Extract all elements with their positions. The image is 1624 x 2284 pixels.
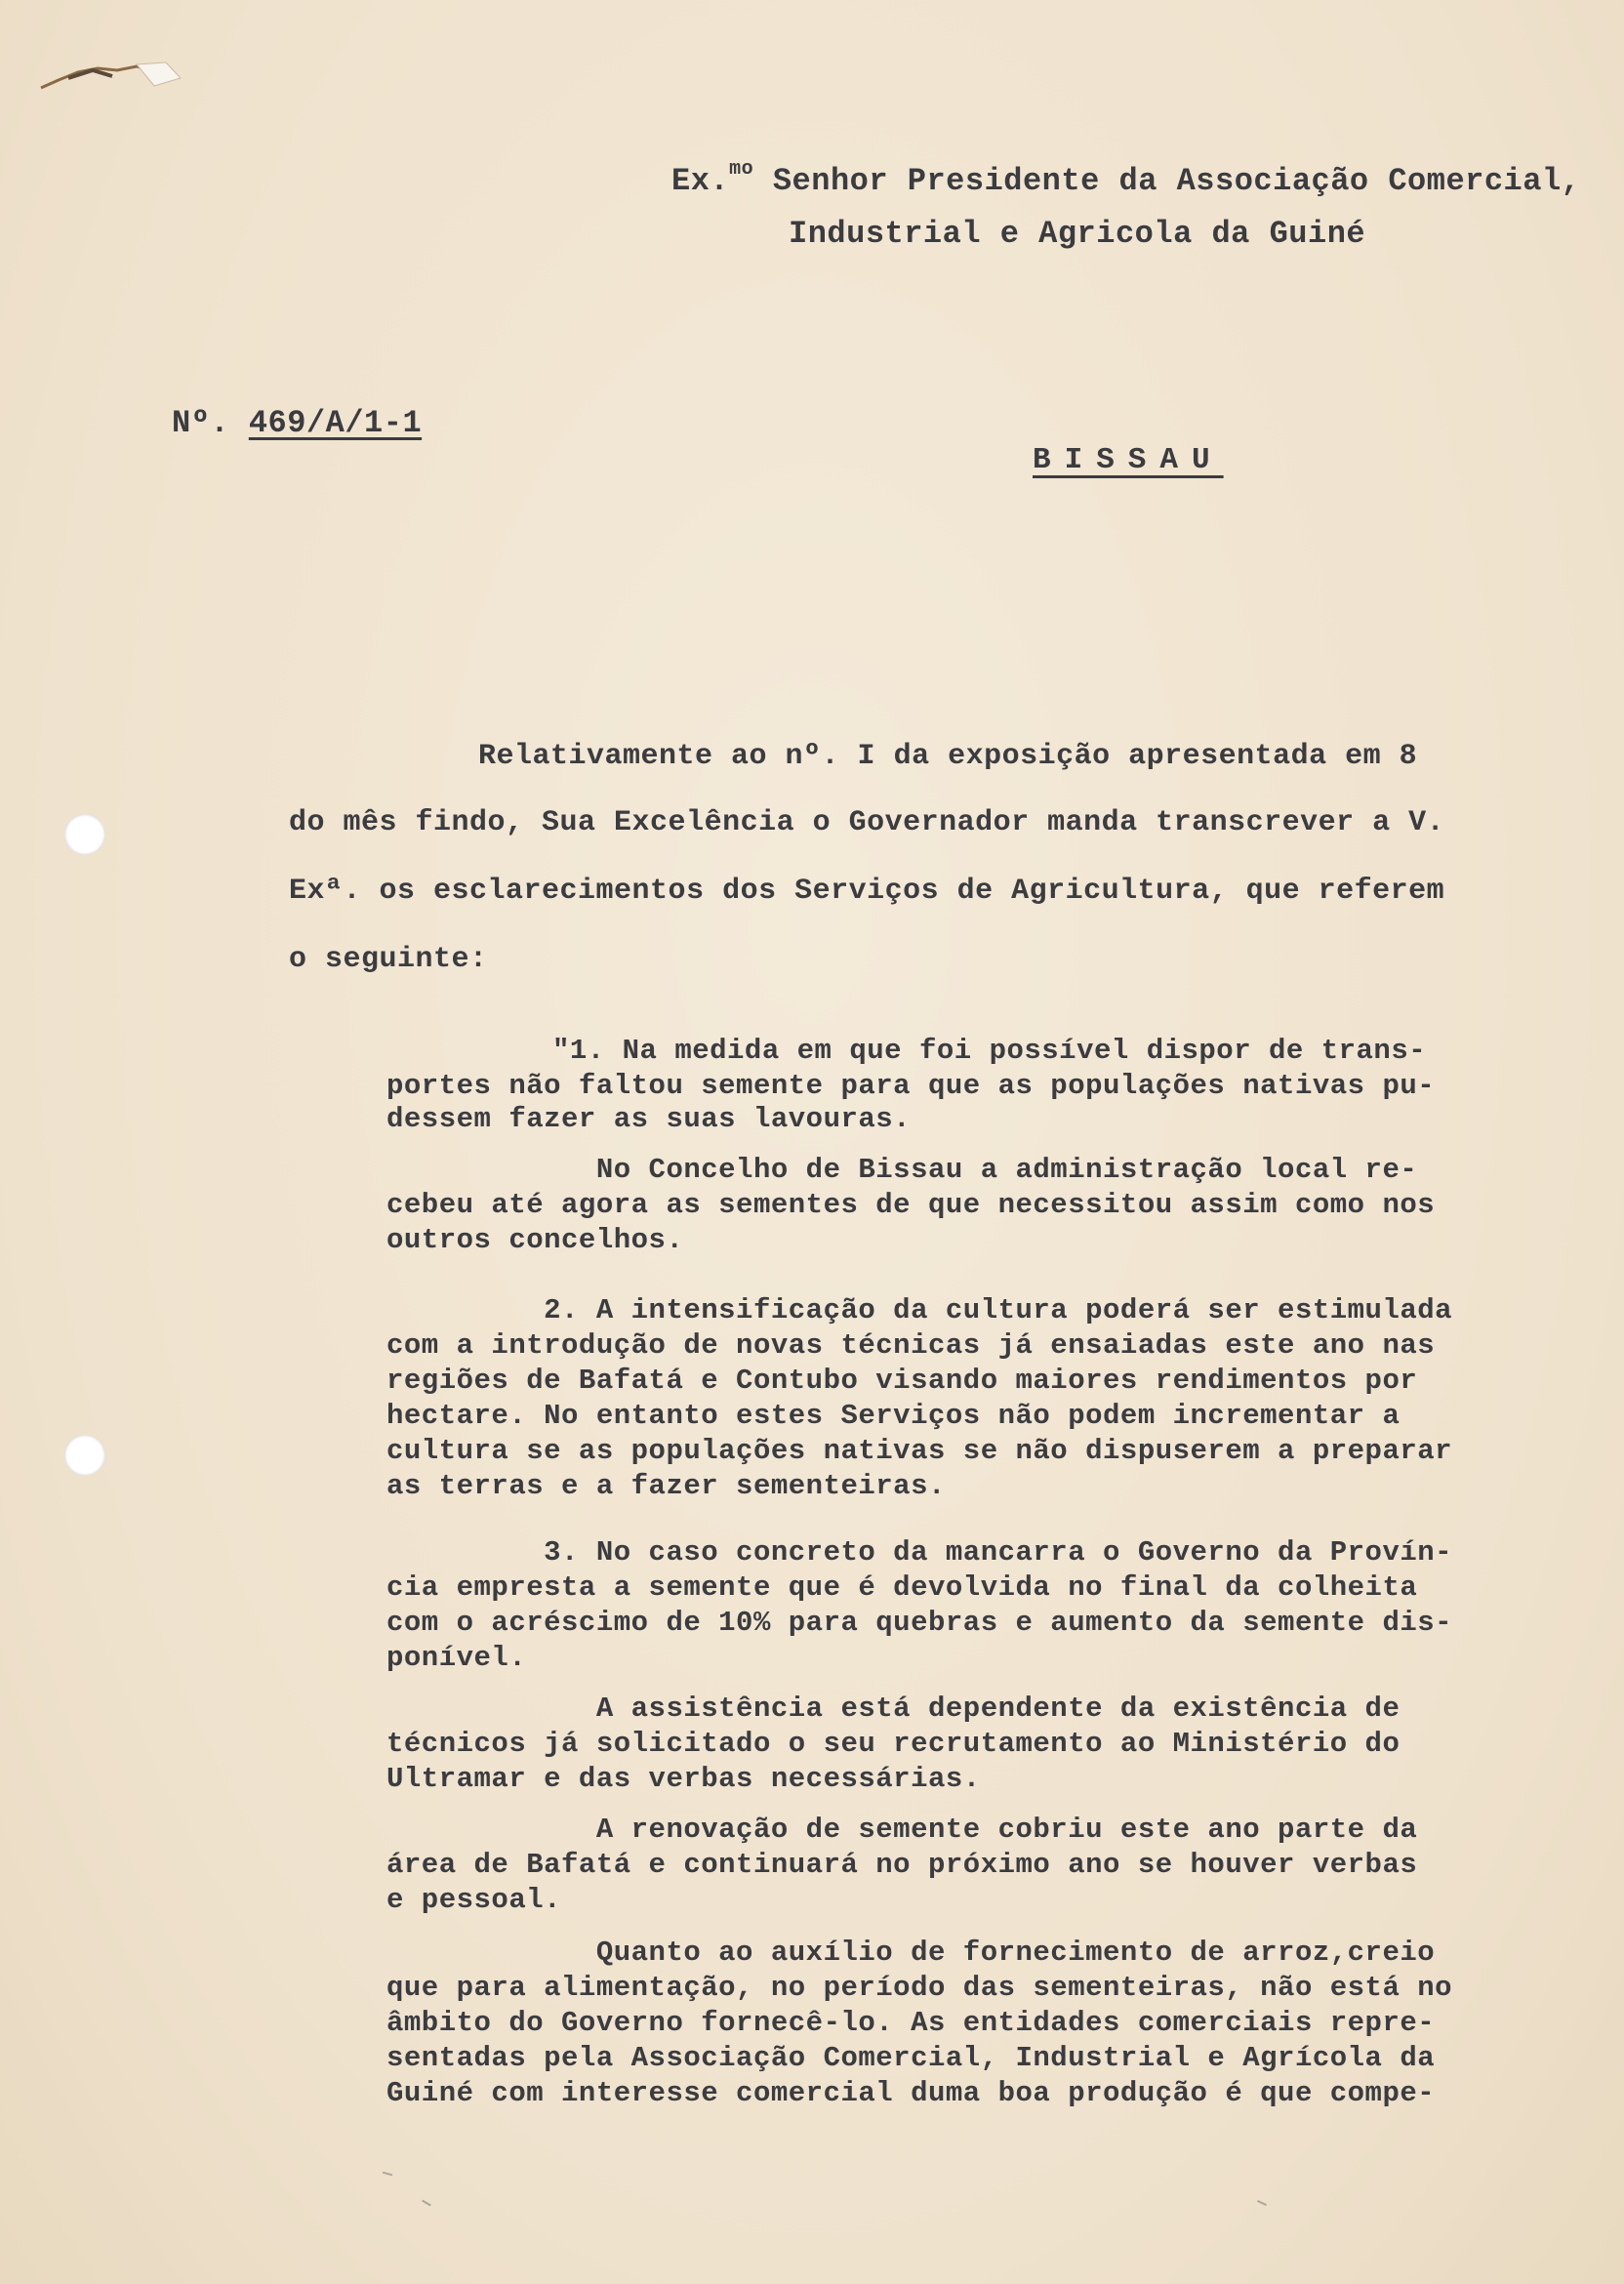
quote-line: que para alimentação, no período das sementeiras, não está no <box>386 1972 1453 2004</box>
addressee-line-1: Ex.$^{mo}$ Senhor Presidente da Associação Comercial, <box>671 158 1581 199</box>
quote-line: A assistência está dependente da existência de <box>386 1693 1401 1725</box>
intro-line: o seguinte: <box>289 943 488 976</box>
punch-hole-bottom <box>64 1435 105 1476</box>
torn-corner-mark <box>39 51 185 100</box>
quote-line: dessem fazer as suas lavouras. <box>386 1103 912 1135</box>
reference-number: Nº. 469/A/1-1 <box>172 405 423 441</box>
quote-line: cebeu até agora as sementes de que necessitou assim como nos <box>386 1189 1436 1221</box>
quote-line: Guiné com interesse comercial duma boa produção é que compe- <box>386 2077 1436 2109</box>
quote-line: cultura se as populações nativas se não dispuserem a preparar <box>386 1435 1453 1467</box>
quote-line: Quanto ao auxílio de fornecimento de arroz,creio <box>386 1937 1436 1969</box>
quote-line: regiões de Bafatá e Contubo visando maiores rendimentos por <box>386 1365 1418 1397</box>
intro-line: do mês findo, Sua Excelência o Governador manda transcrever a V. <box>289 806 1445 839</box>
paper-speck <box>422 2200 431 2207</box>
quote-line: sentadas pela Associação Comercial, Industrial e Agrícola da <box>386 2042 1436 2074</box>
quote-line: técnicos já solicitado o seu recrutamento ao Ministério do <box>386 1728 1401 1760</box>
addressee-line-2: Industrial e Agricola da Guiné <box>789 216 1366 252</box>
quote-line: 2. A intensificação da cultura poderá ser estimulada <box>386 1294 1453 1326</box>
quote-line: outros concelhos. <box>386 1224 684 1256</box>
quote-line: 3. No caso concreto da mancarra o Governo da Provín- <box>386 1536 1453 1569</box>
city-heading: BISSAU <box>1033 443 1224 477</box>
quote-line: com a introdução de novas técnicas já ensaiadas este ano nas <box>386 1329 1436 1362</box>
quote-line: hectare. No entanto estes Serviços não podem incrementar a <box>386 1400 1401 1432</box>
intro-line: Exª. os esclarecimentos dos Serviços de Agricultura, que referem <box>289 875 1445 908</box>
intro-line: Relativamente ao nº. I da exposição apresentada em 8 <box>478 740 1418 773</box>
quote-line: com o acréscimo de 10% para quebras e aumento da semente dis- <box>386 1607 1453 1639</box>
quote-line: Ultramar e das verbas necessárias. <box>386 1763 981 1795</box>
quote-line: A renovação de semente cobriu este ano parte da <box>386 1814 1418 1846</box>
quote-line: e pessoal. <box>386 1884 562 1916</box>
quote-line: ponível. <box>386 1642 527 1674</box>
quote-line: cia empresta a semente que é devolvida no final da colheita <box>386 1571 1418 1604</box>
punch-hole-top <box>64 814 105 855</box>
quote-line: âmbito do Governo fornecê-lo. As entidades comerciais repre- <box>386 2007 1436 2039</box>
quote-line: portes não faltou semente para que as populações nativas pu- <box>386 1070 1436 1102</box>
paper-speck <box>383 2172 392 2177</box>
quote-line: área de Bafatá e continuará no próximo ano se houver verbas <box>386 1849 1418 1881</box>
quote-line: as terras e a fazer sementeiras. <box>386 1470 946 1502</box>
quote-line: No Concelho de Bissau a administração local re- <box>386 1154 1418 1186</box>
paper-speck <box>1257 2200 1267 2206</box>
quote-line: "1. Na medida em que foi possível dispor de trans- <box>552 1035 1427 1067</box>
